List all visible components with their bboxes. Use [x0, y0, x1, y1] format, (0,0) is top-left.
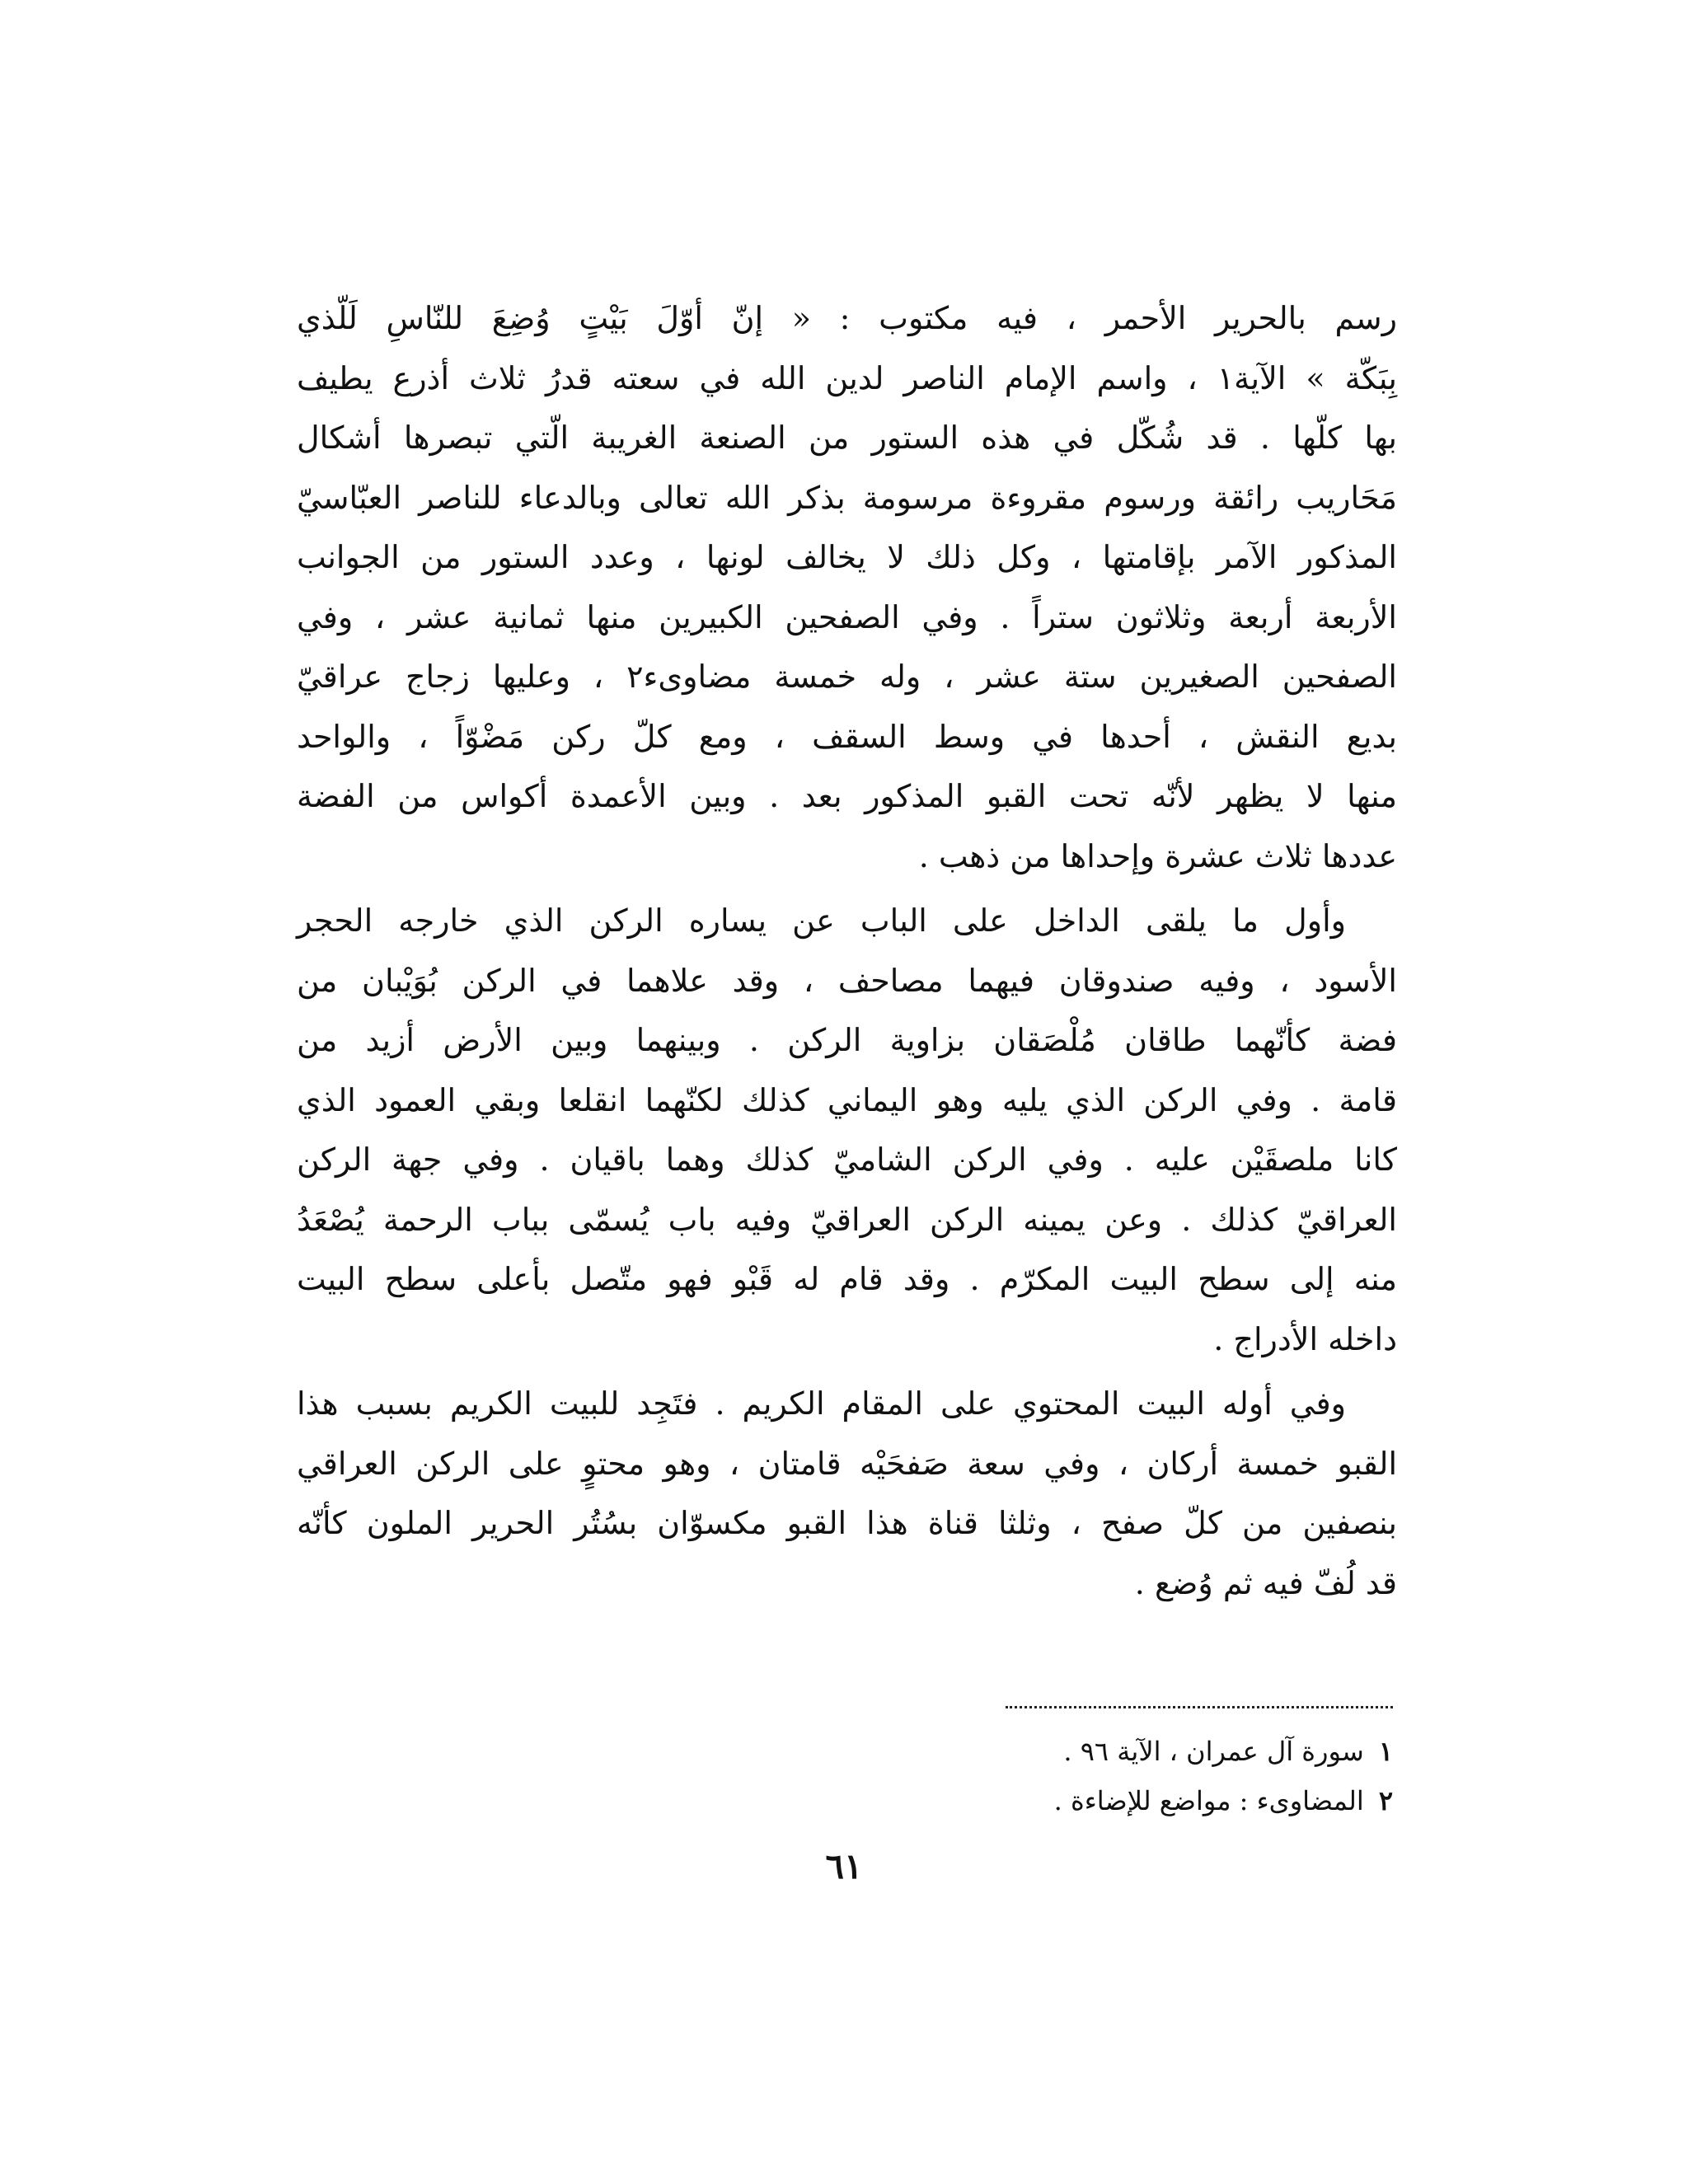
- text-line: العراقيّ كذلك . وعن يمينه الركن العراقيّ وفيه باب يُسمّى بباب الرحمة يُصْعَدُ: [297, 1201, 1397, 1238]
- text-line: بنصفين من كلّ صفح ، وثلثا قناة هذا القبو مكسوّان بسُتُر الحرير الملون كأنّه: [297, 1505, 1397, 1541]
- footnote-2: [742, 1776, 1393, 1825]
- text-line: كانا ملصقَيْن عليه . وفي الركن الشاميّ كذلك وهما باقيان . وفي جهة الركن: [297, 1141, 1397, 1178]
- text-line: القبو خمسة أركان ، وفي سعة صَفحَيْه قامتان ، وهو محتوٍ على الركن العراقي: [297, 1445, 1397, 1482]
- text-line: الصفحين الصغيرين ستة عشر ، وله خمسة مضاوىء٢ ، وعليها زجاج عراقيّ: [297, 658, 1397, 695]
- paragraph-2: [297, 891, 1397, 1369]
- paragraph-3: [297, 1374, 1397, 1613]
- text-line: فضة كأنّهما طاقان مُلْصَقان بزاوية الركن . وبينهما وبين الأرض أزيد من: [297, 1022, 1397, 1058]
- footnote-number: ٢: [1378, 1785, 1393, 1816]
- text-line: مَحَاريب رائقة ورسوم مقروءة مرسومة بذكر الله تعالى وبالدعاء للناصر العبّاسيّ: [297, 479, 1397, 516]
- footnote-text: المضاوىء : مواضع للإضاءة .: [1053, 1785, 1364, 1816]
- footnote-text: سورة آل عمران ، الآية ٩٦ .: [1063, 1736, 1364, 1767]
- text-line: الأربعة أربعة وثلاثون ستراً . وفي الصفحين الكبيرين منها ثمانية عشر ، وفي: [297, 598, 1397, 635]
- text-line: بديع النقش ، أحدها في وسط السقف ، ومع كلّ ركن مَضْوّاً ، والواحد: [297, 718, 1397, 755]
- text-line: منها لا يظهر لأنّه تحت القبو المذكور بعد . وبين الأعمدة أكواس من الفضة: [297, 778, 1397, 814]
- text-line: قامة . وفي الركن الذي يليه وهو اليماني كذلك لكنّهما انقلعا وبقي العمود الذي: [297, 1081, 1398, 1118]
- text-line: بِبَكّة » الآية١ ، واسم الإمام الناصر لدين الله في سعته قدرُ ثلاث أذرع يطيف: [297, 359, 1397, 396]
- text-line: وفي أوله البيت المحتوي على المقام الكريم . فتَجِد للبيت الكريم بسبب هذا: [297, 1385, 1346, 1422]
- footnote-number: ١: [1378, 1736, 1393, 1767]
- page-number: ٦١: [825, 1846, 863, 1886]
- footnotes: [742, 1727, 1393, 1825]
- text-line: المذكور الآمر بإقامتها ، وكل ذلك لا يخالف لونها ، وعدد الستور من الجوانب: [297, 539, 1397, 575]
- footnote-separator: [1006, 1706, 1393, 1708]
- text-line: داخله الأدراج .: [1213, 1320, 1397, 1357]
- footnote-1: [742, 1727, 1393, 1776]
- paragraph-1: [297, 288, 1397, 886]
- text-line: عددها ثلاث عشرة وإحداها من ذهب .: [918, 837, 1397, 874]
- text-line: قد لُفّ فيه ثم وُضع .: [1134, 1564, 1397, 1601]
- body-text: [297, 288, 1397, 1613]
- text-line: وأول ما يلقى الداخل على الباب عن يساره الركن الذي خارجه الحجر: [297, 902, 1346, 939]
- text-line: الأسود ، وفيه صندوقان فيهما مصاحف ، وقد علاهما في الركن بُوَيْبان من: [297, 962, 1397, 999]
- text-line: رسم بالحرير الأحمر ، فيه مكتوب : « إنّ أوّلَ بَيْتٍ وُضِعَ للنّاسِ لَلّذي: [297, 300, 1397, 336]
- text-line: منه إلى سطح البيت المكرّم . وقد قام له قَبْو فهو متّصل بأعلى سطح البيت: [297, 1261, 1397, 1297]
- text-line: بها كلّها . قد شُكّل في هذه الستور من الصنعة الغريبة الّتي تبصرها أشكال: [297, 419, 1397, 456]
